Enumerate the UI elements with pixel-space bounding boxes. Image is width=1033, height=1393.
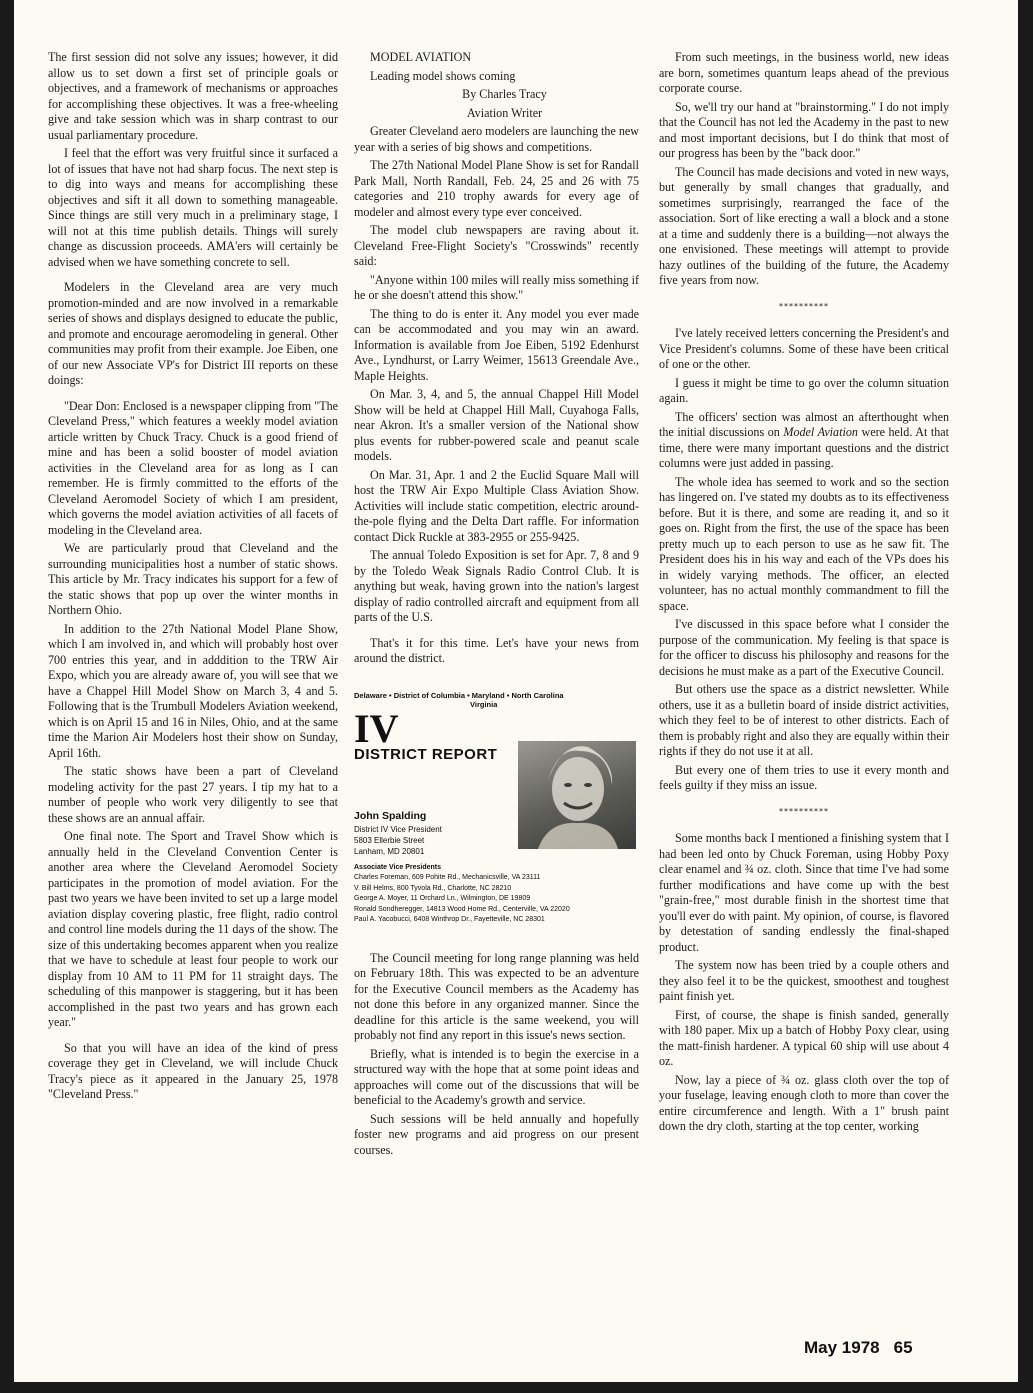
associate-vp: Paul A. Yacobucci, 6408 Winthrop Dr., Fayetteville, NC 28301 xyxy=(354,916,545,924)
associate-vps-label: Associate Vice Presidents xyxy=(354,863,442,871)
paragraph: The system now has been tried by a couple others and they also feel it to be the quickest, smoothest and toughest paint finish yet. xyxy=(659,958,949,1003)
associate-vp: Charles Foreman, 609 Pohite Rd., Mechanicsville, VA 23111 xyxy=(354,874,541,882)
paragraph: So that you will have an idea of the kind of press coverage they get in Cleveland, we will include Chuck Tracy's piece as it appeared in the January 25, 1978 "Cleveland Press." xyxy=(48,1040,338,1101)
associate-vp: George A. Moyer, 11 Orchard Ln., Wilmington, DE 19809 xyxy=(354,895,531,903)
vice-president-contact xyxy=(354,811,442,857)
publication-title: Model Aviation xyxy=(783,425,858,439)
article-headline: Leading model shows coming xyxy=(370,68,516,83)
paragraph: That's it for this time. Let's have your news from around the district. xyxy=(354,635,639,665)
paragraph: Now, lay a piece of ¾ oz. glass cloth over the top of your fuselage, leaving enough cloth to more than cover the entire circumference and length. With a 1" brush paint down the dry cloth, starting at the top center, working xyxy=(659,1072,949,1133)
paragraph: I guess it might be time to go over the column situation again. xyxy=(659,375,949,405)
paragraph: From such meetings, in the business world, new ideas are born, sometimes quantum leaps ahead of the previous corporate course. xyxy=(659,50,949,95)
paragraph: I feel that the effort was very fruitful since it surfaced a lot of issues that have not had sharp focus. The next step is to dig into ways and means for accomplishing these objectives and sift it all down to something manageable. Since things are still very much in a preliminary stage, I will not at this time publish details. Things will surely change as discussion proceeds. AMA'ers will certainly be advised when we have something concrete to sell. xyxy=(48,146,338,269)
paragraph: We are particularly proud that Cleveland and the surrounding municipalities host a number of static shows. This article by Mr. Tracy indicates his support for a few of the static shows that pop up over the winter months in Northern Ohio. xyxy=(48,541,338,617)
paragraph: Greater Cleveland aero modelers are launching the new year with a series of big shows and competitions. xyxy=(354,124,639,154)
paragraph: The Council has made decisions and voted in new ways, but generally by small changes that gradually, and sometimes surprisingly, rearranged the face of the association. Sort of like erecting a wall a block and a stone at a time and suddenly there is a building—not always the one envisioned. These meetings will attempt to provide hazy outlines of the building of the future, the Academy five years from now. xyxy=(659,164,949,287)
column-right xyxy=(659,50,949,1138)
magazine-page xyxy=(14,0,1018,1382)
associate-vps xyxy=(354,863,644,927)
column-left xyxy=(48,50,338,1106)
district-number: IV xyxy=(354,705,399,751)
paragraph: First, of course, the shape is finish sanded, generally with 180 paper. Mix up a batch of Hobby Poxy clear, using the matt-finish hardener. A typical 60 ship will use about 4 oz. xyxy=(659,1007,949,1068)
paragraph: "Dear Don: Enclosed is a newspaper clipping from "The Cleveland Press," which features a weekly model aviation article written by Chuck Tracy. Chuck is a good friend of mine and has been a solid booster of model aviation activities in the Cleveland area for as long as I can remember. He is firmly committed to the efforts of the Cleveland Aeromodel Society of which I am president, which governs the model aviation activities of all facets of modeling in the Cleveland area. xyxy=(48,398,338,537)
paragraph: The 27th National Model Plane Show is set for Randall Park Mall, North Randall, Feb. 24, 25 and 26 with 75 categories and 210 trophy awards for every age of modeler and almost every type ever conceived. xyxy=(354,158,639,219)
issue-date: May 1978 xyxy=(804,1338,880,1357)
paragraph: The annual Toledo Exposition is set for Apr. 7, 8 and 9 by the Toledo Weak Signals Radio Control Club. It is anything but weak, having grown into the nation's largest display of radio controlled aircraft and equipment from all parts of the U.S. xyxy=(354,548,639,624)
vice-president-address-1: 5803 Ellerbie Street xyxy=(354,835,425,845)
paragraph: I've discussed in this space before what I consider the purpose of the communication. My feeling is that space is for the officer to discuss his philosophy and reasons for the decisions he must make as a part of the Executive Council. xyxy=(659,617,949,678)
associate-vp: Ronald Sondheregger, 14813 Wood Home Rd., Centerville, VA 22020 xyxy=(354,905,570,913)
paragraph: I've lately received letters concerning the President's and Vice President's columns. Some of these have been critical of one or the other. xyxy=(659,326,950,371)
paragraph: The Council meeting for long range planning was held on February 18th. This was expected to be an adventure for the Executive Council members as the Academy has not done this before in any organized manner. Since the deadline for this article is the same weekend, you will probably not find any report in this issue's news section. xyxy=(354,950,639,1042)
district-states: Delaware • District of Columbia • Maryland • North Carolina xyxy=(354,690,564,700)
paragraph: But others use the space as a district newsletter. While others, use it as a bulletin board of inside district activities, which they feel to be of interest to other districts. Each of them is probably right and also they are equally within their rights if they do not use it at all. xyxy=(659,682,949,758)
section-divider: ********** xyxy=(779,301,829,311)
paragraph: The first session did not solve any issues; however, it did allow us to set down a first set of principle goals or objectives, and a framework of mechanisms or approaches for accomplishing these objectives. It was a free-wheeling give and take session which was in sharp contrast to our usual parliamentary procedure. xyxy=(48,50,338,142)
paragraph: One final note. The Sport and Travel Show which is annually held in the Cleveland Convention Center is another area where the Cleveland Aeromodel Society participates in the promotion of model aviation. For the past two years we have been invited to set up a large model aviation display covering plastic, free flight, radio control and control line models during the 11 days of the show. The size of this undertaking becomes apparent when you realize that we have to schedule at least four people to work our display from 10 AM to 11 PM for 11 straight days. The scheduling of this manpower is staggering, but it has been accomplished in the past two years and has grown each year." xyxy=(48,829,338,1029)
paragraph: The thing to do is enter it. Any model you ever made can be accommodated and you may win an award. Information is available from Joe Eiben, 5192 Edenhurst Ave., Lyndhurst, or Larry Weimer, 15613 Greendale Ave., Maple Heights. xyxy=(354,306,639,383)
page-number: 65 xyxy=(893,1338,913,1357)
paragraph: But every one of them tries to use it every month and feels guilty if they miss an issue. xyxy=(659,762,949,792)
vice-president-name: John Spalding xyxy=(354,809,427,822)
vice-president-address-2: Lanham, MD 20801 xyxy=(354,846,425,856)
paragraph: Such sessions will be held annually and hopefully foster new programs and aid progress on our present courses. xyxy=(354,1111,639,1157)
district-report-box xyxy=(354,691,639,941)
section-divider: ********** xyxy=(779,806,829,816)
paragraph: Modelers in the Cleveland area are very much promotion-minded and are now involved in a remarkable series of shows and displays designed to educate the public, and promote and encourage aeromodeling in general. Other communities may profit from their example. Joe Eiben, one of our new Associate VP's for District III reports on these doings: xyxy=(48,280,338,387)
district-states-2: Virginia xyxy=(470,699,498,709)
page-footer xyxy=(804,1338,984,1358)
paragraph: The static shows have been a part of Cleveland modeling activity for the past 27 years. I tip my hat to a number of people who work very diligently to see that these shows are an annual affair. xyxy=(48,764,338,825)
paragraph: In addition to the 27th National Model Plane Show, which I am involved in, and which will probably host over 700 entries this year, and in adddition to the TRW Air Expo, which you are already aware of, you will see that we have a Chappel Hill Model Show on March 3, 4 and 5. Following that is the Trumbull Modelers Aviation weekend, which is on April 15 and 16 in Niles, Ohio, and at the same time the Marion Air Modelers host their show on Sunday, April 16th. xyxy=(48,621,338,760)
paragraph: On Mar. 3, 4, and 5, the annual Chappel Hill Model Show will be held at Chappel Hill Mall, Cuyahoga Falls, near Akron. It's a smaller version of the National show plus events for rubber-powered scale and peanut scale models. xyxy=(354,387,639,463)
article-kicker: MODEL AVIATION xyxy=(370,50,472,64)
paragraph: The model club newspapers are raving about it. Cleveland Free-Flight Society's "Crosswinds" recently said: xyxy=(354,223,639,268)
portrait-illustration xyxy=(518,741,636,849)
article-byline: By Charles Tracy xyxy=(462,87,547,101)
paragraph: Briefly, what is intended is to begin the exercise in a structured way with the hope that at some point ideas and approaches will come out of the discussions that will be beneficial to the Academy's growth and service. xyxy=(354,1046,639,1107)
text-run: were held. At that time, there were many important questions and the district columns were just added in passing. xyxy=(659,425,950,470)
paragraph xyxy=(659,410,949,472)
paragraph: So, we'll try our hand at "brainstorming." I do not imply that the Council has not led the Academy in the past to new and most important decisions, but I do think that most of our progress has been by the "back door." xyxy=(659,99,949,160)
associate-vp: V. Bill Helms, 800 Tyvola Rd., Charlotte, NC 28210 xyxy=(354,884,512,892)
paragraph: The whole idea has seemed to work and so the section has lingered on. I've stated my doubts as to its effectiveness before. But it is there, and some are reading it, and so it goes on. Right from the first, the use of the space has been pretty much up to each person to use as he saw fit. The President does his in his way and each of the VPs does his in widely varying methods. The officer, an elected volunteer, has no actual monthly commandment to fill the space. xyxy=(659,474,949,613)
vice-president-photo xyxy=(518,741,636,849)
district-report-title: DISTRICT REPORT xyxy=(354,745,498,763)
paragraph: "Anyone within 100 miles will really miss something if he or she doesn't attend this show." xyxy=(354,272,639,302)
article-byline-role: Aviation Writer xyxy=(466,105,543,120)
vice-president-title: District IV Vice President xyxy=(354,824,442,834)
column-middle xyxy=(354,50,639,1161)
paragraph: On Mar. 31, Apr. 1 and 2 the Euclid Square Mall will host the TRW Air Expo Multiple Class Aviation Show. Activities will include static competition, electric around-the-pole flying and the Delta Dart raffle. For information contact Dick Ruckle at 383-2955 or 255-9425. xyxy=(354,467,639,544)
paragraph: Some months back I mentioned a finishing system that I had been led onto by Chuck Foreman, using Hobby Poxy clear enamel and ¾ oz. cloth. Since that time I've had some further modifications and have come up with the best "grain-free," most durable finish in the shortest time that you'll ever do with paint. My opinion, of course, is flavored by detestation of sanding endlessly the final-shaped product. xyxy=(659,831,949,954)
text-run: The officers' section was almost an afterthought when the initial discussions on xyxy=(659,409,949,439)
